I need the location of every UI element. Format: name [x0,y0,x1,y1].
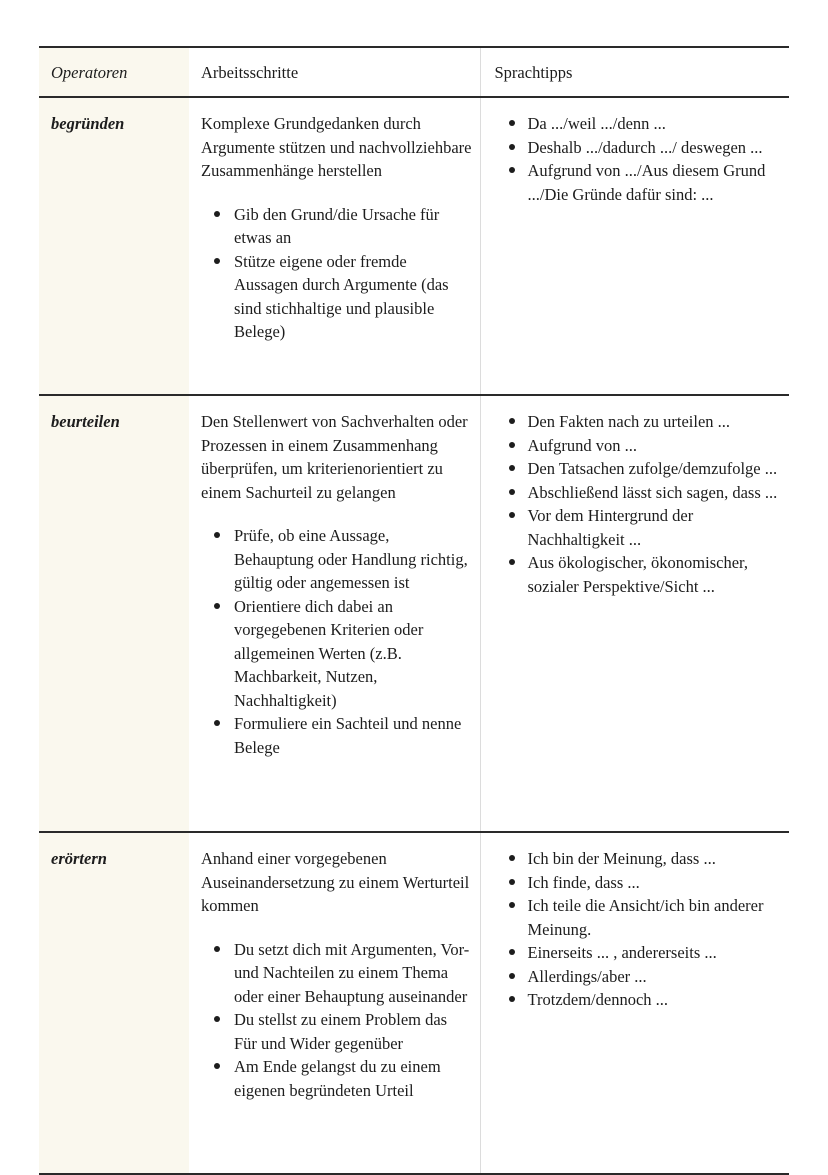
list-item: Du setzt dich mit Argumenten, Vor- und Nachteilen zu einem Thema oder einer Behauptung auseinander [201,938,472,1009]
list-item: Stütze eigene oder fremde Aussagen durch Argumente (das sind stichhaltige und plausible Belege) [201,250,472,344]
list-item: Aus ökologischer, ökonomischer, sozialer Perspektive/Sicht ... [495,551,784,598]
list-item: Den Tatsachen zufolge/demzufolge ... [495,457,784,481]
steps-list [201,938,472,1103]
operator-description: Den Stellenwert von Sachverhalten oder Prozessen in einem Zusammenhang überprüfen, um kriterienorientiert zu einem Sachurteil zu gelangen [201,412,468,502]
tips-list [495,112,784,206]
tips-cell [480,832,789,1174]
list-item: Am Ende gelangst du zu einem eigenen begründeten Urteil [201,1055,472,1102]
list-item: Ich teile die Ansicht/ich bin anderer Meinung. [495,894,784,941]
operator-table [39,46,789,1175]
table-row [39,395,789,832]
list-item: Trotzdem/dennoch ... [495,988,784,1012]
operator-cell [39,395,189,832]
list-item: Deshalb .../dadurch .../ deswegen ... [495,136,784,160]
list-item: Abschließend lässt sich sagen, dass ... [495,481,784,505]
list-item: Allerdings/aber ... [495,965,784,989]
header-arbeitsschritte: Arbeitsschritte [189,47,480,97]
steps-list [201,203,472,344]
operator-name: beurteilen [51,412,120,431]
list-item: Gib den Grund/die Ursache für etwas an [201,203,472,250]
table-row [39,832,789,1174]
tips-cell [480,395,789,832]
steps-cell [189,832,480,1174]
list-item: Aufgrund von ... [495,434,784,458]
header-operatoren: Operatoren [39,47,189,97]
steps-cell [189,97,480,395]
operator-cell [39,97,189,395]
list-item: Orientiere dich dabei an vorgegebenen Kriterien oder allgemeinen Werten (z.B. Machbarkeit, Nutzen, Nachhaltigkeit) [201,595,472,713]
list-item: Prüfe, ob eine Aussage, Behauptung oder Handlung richtig, gültig oder angemessen ist [201,524,472,595]
table-header-row [39,47,789,97]
tips-list [495,410,784,598]
list-item: Den Fakten nach zu urteilen ... [495,410,784,434]
operator-name: begründen [51,114,125,133]
list-item: Du stellst zu einem Problem das Für und Wider gegenüber [201,1008,472,1055]
list-item: Einerseits ... , andererseits ... [495,941,784,965]
operator-name: erörtern [51,849,107,868]
list-item: Ich finde, dass ... [495,871,784,895]
operator-description: Komplexe Grundgedanken durch Argumente stützen und nachvollziehbare Zusammenhänge herstellen [201,114,472,180]
list-item: Ich bin der Meinung, dass ... [495,847,784,871]
list-item: Aufgrund von .../Aus diesem Grund .../Die Gründe dafür sind: ... [495,159,784,206]
operator-cell [39,832,189,1174]
list-item: Vor dem Hintergrund der Nachhaltigkeit ... [495,504,784,551]
header-sprachtipps: Sprachtipps [480,47,789,97]
tips-cell [480,97,789,395]
list-item: Formuliere ein Sachteil und nenne Belege [201,712,472,759]
operator-description: Anhand einer vorgegebenen Auseinandersetzung zu einem Werturteil kommen [201,849,470,915]
tips-list [495,847,784,1012]
steps-cell [189,395,480,832]
document-page [39,46,789,1175]
steps-list [201,524,472,759]
list-item: Da .../weil .../denn ... [495,112,784,136]
table-row [39,97,789,395]
